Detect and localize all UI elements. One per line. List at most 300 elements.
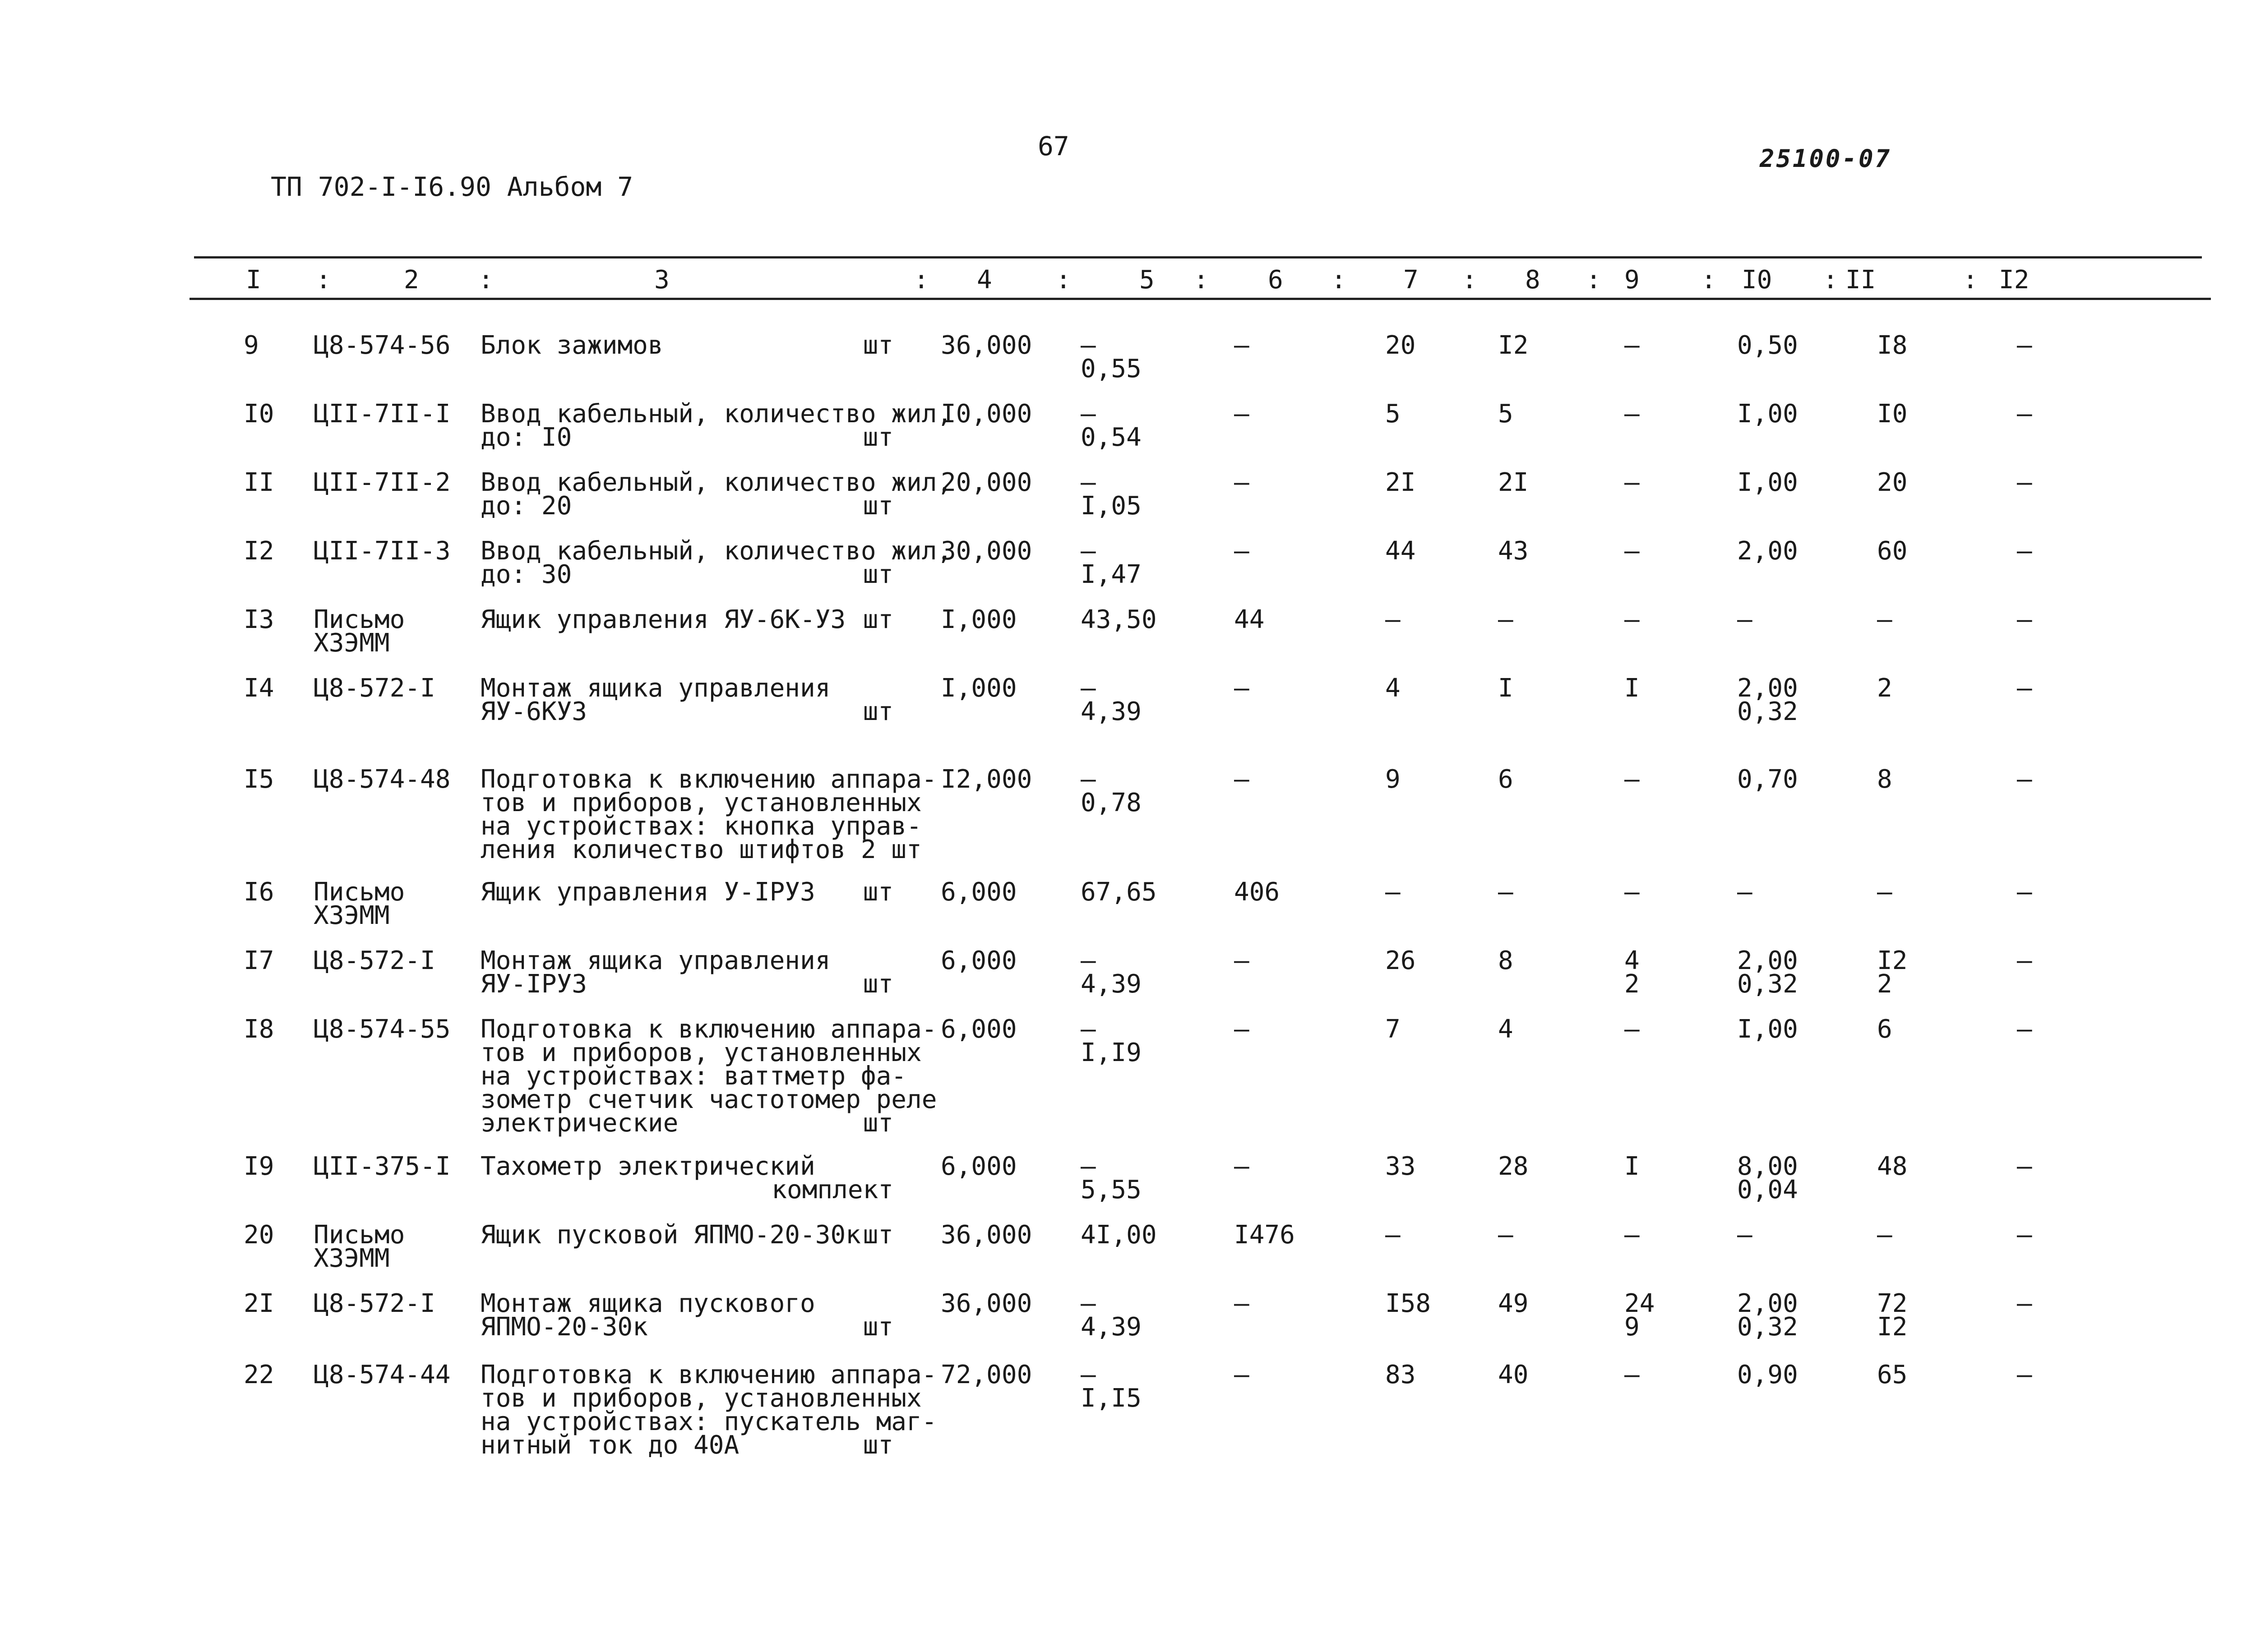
quantity: 20,000 <box>941 468 1032 497</box>
col-7-value: – <box>1385 877 1401 907</box>
col-9-value <box>1624 1152 1640 1181</box>
item-name-line: до: 20 <box>481 491 572 521</box>
col-11-value <box>1877 605 1892 634</box>
col-7-value: 33 <box>1385 1152 1416 1181</box>
unit-cost-line: I,47 <box>1081 560 1142 589</box>
col-10-value <box>1737 1152 1798 1204</box>
unit-of-measure: шт <box>863 697 893 726</box>
price-code-line: Ц8-574-44 <box>314 1360 451 1389</box>
header-col-8: 8 <box>1525 265 1540 295</box>
price-code-line: Ц8-572-I <box>314 674 435 703</box>
unit-cost-line: – <box>1081 946 1096 975</box>
unit-cost-line: – <box>1081 1015 1096 1044</box>
item-name-line: ЯУ-IРУЗ <box>481 969 587 999</box>
col-8-value: I2 <box>1498 331 1529 360</box>
item-name-line: на устройствах: кнопка управ- <box>481 812 922 841</box>
unit-cost <box>1081 399 1142 452</box>
row-number: I7 <box>244 946 274 975</box>
col-9-value <box>1624 1360 1640 1389</box>
col-10-value-line: 0,32 <box>1737 1312 1798 1342</box>
unit-cost-line: – <box>1081 1152 1096 1181</box>
price-code-line: Письмо <box>314 1220 405 1250</box>
col-11-value-line: 6 <box>1877 1015 1892 1044</box>
unit-cost <box>1081 1360 1142 1413</box>
col-11-value-line: 8 <box>1877 765 1892 794</box>
header-col-11: II <box>1845 265 1876 295</box>
unit-of-measure: шт <box>863 605 893 634</box>
col-11-value <box>1877 1360 1908 1389</box>
unit-cost-line: – <box>1081 331 1096 360</box>
item-name-line: Ящик управления ЯУ-6К-УЗ <box>481 605 846 634</box>
col-11-value <box>1877 1015 1892 1044</box>
item-name-line: Монтаж ящика управления <box>481 946 831 975</box>
col-9-value <box>1624 468 1640 497</box>
unit-cost-line: – <box>1081 674 1096 703</box>
col-7-value: 9 <box>1385 765 1401 794</box>
document-code: 25100-07 <box>1760 144 1892 173</box>
header-separator: : <box>1963 265 1978 295</box>
price-code <box>314 605 405 658</box>
unit-cost <box>1081 1015 1142 1067</box>
col-10-value-line: – <box>1737 1220 1752 1250</box>
header-col-9: 9 <box>1624 265 1640 295</box>
col-9-value-line: – <box>1624 1015 1640 1044</box>
price-code-line: ЦII-7II-I <box>314 399 451 429</box>
document-title: ТП 702-I-I6.90 Альбом 7 <box>271 171 633 202</box>
price-code-line: Письмо <box>314 877 405 907</box>
total-cost: – <box>1234 536 1249 566</box>
unit-cost-line: 43,50 <box>1081 605 1157 634</box>
col-7-value: 83 <box>1385 1360 1416 1389</box>
col-8-value: 2I <box>1498 468 1529 497</box>
header-separator: : <box>1823 265 1838 295</box>
total-cost: – <box>1234 765 1249 794</box>
unit-cost-line: 0,78 <box>1081 788 1142 817</box>
col-10-value-line: I,00 <box>1737 399 1798 429</box>
col-11-value-line: I2 <box>1877 1312 1908 1342</box>
unit-cost-line: – <box>1081 1289 1096 1318</box>
header-separator: : <box>316 265 331 295</box>
unit-cost <box>1081 468 1142 521</box>
col-8-value: – <box>1498 1220 1513 1250</box>
col-7-value: 20 <box>1385 331 1416 360</box>
header-col-7: 7 <box>1403 265 1419 295</box>
col-9-value-line: I <box>1624 1152 1640 1181</box>
col-10-value <box>1737 877 1752 907</box>
item-name-line: Ввод кабельный, количество жил, <box>481 468 952 497</box>
item-name-line: ЯПМО-20-30к <box>481 1312 648 1342</box>
col-10-value-line: – <box>1737 605 1752 634</box>
price-code-line: ХЗЭММ <box>314 1244 390 1273</box>
item-name-line: Ввод кабельный, количество жил, <box>481 536 952 566</box>
price-code-line: ЦII-375-I <box>314 1152 451 1181</box>
unit-of-measure: шт <box>863 1220 893 1250</box>
item-name <box>481 1152 815 1181</box>
col-11-value <box>1877 765 1892 794</box>
unit-cost-line: I,05 <box>1081 491 1142 521</box>
header-separator: : <box>478 265 494 295</box>
col-11-value <box>1877 331 1908 360</box>
price-code-line: Письмо <box>314 605 405 634</box>
col-8-value: I <box>1498 674 1513 703</box>
col-12-value: – <box>2017 674 2032 703</box>
quantity: I,000 <box>941 605 1017 634</box>
col-11-value <box>1877 536 1908 566</box>
col-11-value <box>1877 674 1892 703</box>
price-code-line: Ц8-574-55 <box>314 1015 451 1044</box>
unit-cost-line: 67,65 <box>1081 877 1157 907</box>
col-12-value: – <box>2017 946 2032 975</box>
col-11-value <box>1877 1152 1908 1181</box>
col-10-value-line: 2,00 <box>1737 1289 1798 1318</box>
quantity: 36,000 <box>941 1220 1032 1250</box>
quantity: 36,000 <box>941 331 1032 360</box>
col-10-value <box>1737 1015 1798 1044</box>
price-code <box>314 1289 435 1318</box>
col-9-value-line: – <box>1624 877 1640 907</box>
price-code-line: ХЗЭММ <box>314 628 390 658</box>
col-8-value: 43 <box>1498 536 1529 566</box>
col-9-value <box>1624 399 1640 429</box>
price-code-line: Ц8-574-56 <box>314 331 451 360</box>
total-cost: – <box>1234 946 1249 975</box>
col-10-value-line: 2,00 <box>1737 674 1798 703</box>
item-name-line: тов и приборов, установленных <box>481 1038 922 1067</box>
col-11-value-line: 72 <box>1877 1289 1908 1318</box>
unit-cost <box>1081 877 1157 907</box>
item-name-line: Монтаж ящика управления <box>481 674 831 703</box>
col-8-value: 5 <box>1498 399 1513 429</box>
col-11-value-line: – <box>1877 1220 1892 1250</box>
col-10-value <box>1737 1360 1798 1389</box>
price-code <box>314 877 405 930</box>
total-cost: I476 <box>1234 1220 1295 1250</box>
header-separator: : <box>1462 265 1477 295</box>
col-9-value <box>1624 1289 1655 1342</box>
col-9-value <box>1624 536 1640 566</box>
unit-of-measure: шт <box>863 491 893 521</box>
price-code <box>314 1360 451 1389</box>
unit-cost-line: I,I9 <box>1081 1038 1142 1067</box>
col-10-value <box>1737 946 1798 999</box>
row-number: I3 <box>244 605 274 634</box>
col-10-value-line: 0,32 <box>1737 697 1798 726</box>
col-8-value: 49 <box>1498 1289 1529 1318</box>
col-12-value: – <box>2017 399 2032 429</box>
unit-of-measure: шт <box>863 969 893 999</box>
quantity: 6,000 <box>941 946 1017 975</box>
col-11-value-line: 48 <box>1877 1152 1908 1181</box>
total-cost: – <box>1234 468 1249 497</box>
unit-of-measure: шт <box>863 1312 893 1342</box>
unit-of-measure: шт <box>863 877 893 907</box>
price-code <box>314 468 451 497</box>
row-number: I2 <box>244 536 274 566</box>
col-8-value: 6 <box>1498 765 1513 794</box>
unit-cost <box>1081 946 1142 999</box>
col-9-value-line: – <box>1624 1360 1640 1389</box>
unit-of-measure: шт <box>863 560 893 589</box>
col-10-value-line: I,00 <box>1737 1015 1798 1044</box>
item-name-line: зометр счетчик частотомер реле <box>481 1085 937 1114</box>
price-code-line: ХЗЭММ <box>314 901 390 930</box>
quantity: I2,000 <box>941 765 1032 794</box>
item-name-line: Блок зажимов <box>481 331 663 360</box>
unit-cost <box>1081 331 1142 383</box>
total-cost: – <box>1234 1289 1249 1318</box>
table-header-rule <box>190 298 2211 300</box>
row-number: I9 <box>244 1152 274 1181</box>
total-cost: – <box>1234 674 1249 703</box>
col-7-value: 4 <box>1385 674 1401 703</box>
item-name-line: Ящик управления У-IРУЗ <box>481 877 815 907</box>
quantity: I,000 <box>941 674 1017 703</box>
unit-of-measure: шт <box>863 423 893 452</box>
unit-of-measure: шт <box>863 331 893 360</box>
col-9-value <box>1624 605 1640 634</box>
col-9-value-line: – <box>1624 536 1640 566</box>
row-number: 22 <box>244 1360 274 1389</box>
header-col-10: I0 <box>1742 265 1772 295</box>
total-cost: – <box>1234 1015 1249 1044</box>
col-9-value-line: 9 <box>1624 1312 1640 1342</box>
col-11-value-line: I2 <box>1877 946 1908 975</box>
col-9-value-line: – <box>1624 468 1640 497</box>
quantity: I0,000 <box>941 399 1032 429</box>
header-col-1: I <box>246 265 261 295</box>
row-number: I8 <box>244 1015 274 1044</box>
col-9-value <box>1624 1015 1640 1044</box>
col-10-value-line: I,00 <box>1737 468 1798 497</box>
total-cost: 44 <box>1234 605 1265 634</box>
unit-cost-line: 4I,00 <box>1081 1220 1157 1250</box>
col-12-value: – <box>2017 331 2032 360</box>
col-11-value <box>1877 877 1892 907</box>
price-code <box>314 536 451 566</box>
col-7-value: 44 <box>1385 536 1416 566</box>
quantity: 36,000 <box>941 1289 1032 1318</box>
col-9-value <box>1624 946 1640 999</box>
col-9-value-line: 4 <box>1624 946 1640 975</box>
row-number: I6 <box>244 877 274 907</box>
col-7-value: – <box>1385 1220 1401 1250</box>
unit-cost-line: 0,55 <box>1081 354 1142 383</box>
col-12-value: – <box>2017 1220 2032 1250</box>
unit-of-measure: комплект <box>772 1175 893 1204</box>
col-12-value: – <box>2017 765 2032 794</box>
col-11-value-line: – <box>1877 877 1892 907</box>
price-code <box>314 765 451 794</box>
col-8-value: 8 <box>1498 946 1513 975</box>
item-name-line: ления количество штифтов 2 шт <box>481 835 922 864</box>
item-name-line: Подготовка к включению аппара- <box>481 1015 937 1044</box>
col-11-value-line: 60 <box>1877 536 1908 566</box>
col-9-value <box>1624 331 1640 360</box>
col-10-value-line: 0,04 <box>1737 1175 1798 1204</box>
header-separator: : <box>1331 265 1346 295</box>
col-9-value-line: 24 <box>1624 1289 1655 1318</box>
unit-cost-line: I,I5 <box>1081 1384 1142 1413</box>
price-code <box>314 946 435 975</box>
col-8-value: 40 <box>1498 1360 1529 1389</box>
price-code <box>314 399 451 429</box>
col-10-value <box>1737 536 1798 566</box>
col-10-value-line: 2,00 <box>1737 946 1798 975</box>
col-10-value-line: 0,70 <box>1737 765 1798 794</box>
row-number: I5 <box>244 765 274 794</box>
col-10-value-line: 0,50 <box>1737 331 1798 360</box>
col-9-value <box>1624 877 1640 907</box>
col-12-value: – <box>2017 468 2032 497</box>
item-name-line: тов и приборов, установленных <box>481 788 922 817</box>
col-10-value <box>1737 605 1752 634</box>
header-col-4: 4 <box>977 265 992 295</box>
item-name-line: электрические <box>481 1108 679 1138</box>
col-12-value: – <box>2017 1015 2032 1044</box>
unit-cost <box>1081 1289 1142 1342</box>
total-cost: – <box>1234 331 1249 360</box>
unit-cost <box>1081 605 1157 634</box>
header-col-2: 2 <box>404 265 419 295</box>
col-11-value <box>1877 399 1908 429</box>
col-7-value: 26 <box>1385 946 1416 975</box>
col-11-value-line: 2 <box>1877 969 1892 999</box>
col-12-value: – <box>2017 536 2032 566</box>
col-7-value: I58 <box>1385 1289 1431 1318</box>
price-code-line: Ц8-572-I <box>314 1289 435 1318</box>
quantity: 6,000 <box>941 1015 1017 1044</box>
total-cost: – <box>1234 1360 1249 1389</box>
unit-cost-line: 4,39 <box>1081 697 1142 726</box>
header-separator: : <box>1193 265 1209 295</box>
quantity: 6,000 <box>941 877 1017 907</box>
col-7-value: 2I <box>1385 468 1416 497</box>
col-10-value <box>1737 1289 1798 1342</box>
price-code-line: ЦII-7II-3 <box>314 536 451 566</box>
item-name-line: Ящик пусковой ЯПМО-20-30к <box>481 1220 861 1250</box>
col-9-value <box>1624 1220 1640 1250</box>
unit-of-measure: шт <box>863 1108 893 1138</box>
col-10-value-line: 0,32 <box>1737 969 1798 999</box>
col-10-value <box>1737 674 1798 726</box>
col-9-value-line: – <box>1624 605 1640 634</box>
total-cost: 406 <box>1234 877 1280 907</box>
col-12-value: – <box>2017 1360 2032 1389</box>
col-11-value <box>1877 1289 1908 1342</box>
col-10-value-line: 2,00 <box>1737 536 1798 566</box>
unit-cost-line: – <box>1081 468 1096 497</box>
col-9-value-line: 2 <box>1624 969 1640 999</box>
item-name-line: до: I0 <box>481 423 572 452</box>
header-col-5: 5 <box>1139 265 1155 295</box>
total-cost: – <box>1234 399 1249 429</box>
unit-cost-line: 4,39 <box>1081 1312 1142 1342</box>
row-number: 2I <box>244 1289 274 1318</box>
row-number: I0 <box>244 399 274 429</box>
header-separator: : <box>1701 265 1716 295</box>
item-name-line: Монтаж ящика пускового <box>481 1289 815 1318</box>
col-11-value-line: – <box>1877 605 1892 634</box>
price-code <box>314 1220 405 1273</box>
item-name-line: тов и приборов, установленных <box>481 1384 922 1413</box>
col-10-value-line: 0,90 <box>1737 1360 1798 1389</box>
item-name-line: нитный ток до 40А <box>481 1431 740 1460</box>
col-7-value: – <box>1385 605 1401 634</box>
header-col-6: 6 <box>1268 265 1283 295</box>
col-12-value: – <box>2017 1289 2032 1318</box>
item-name-line: Подготовка к включению аппара- <box>481 765 937 794</box>
col-8-value: 28 <box>1498 1152 1529 1181</box>
price-code-line: ЦII-7II-2 <box>314 468 451 497</box>
col-8-value: – <box>1498 877 1513 907</box>
price-code <box>314 331 451 360</box>
col-9-value <box>1624 674 1640 703</box>
col-11-value-line: I0 <box>1877 399 1908 429</box>
col-10-value-line: – <box>1737 877 1752 907</box>
col-10-value <box>1737 765 1798 794</box>
quantity: 6,000 <box>941 1152 1017 1181</box>
col-11-value-line: 65 <box>1877 1360 1908 1389</box>
unit-cost <box>1081 765 1142 817</box>
col-11-value <box>1877 1220 1892 1250</box>
col-10-value <box>1737 468 1798 497</box>
header-separator: : <box>1056 265 1071 295</box>
price-code <box>314 1152 451 1181</box>
price-code <box>314 674 435 703</box>
unit-cost-line: 5,55 <box>1081 1175 1142 1204</box>
row-number: 20 <box>244 1220 274 1250</box>
page-number: 67 <box>1038 131 1069 162</box>
header-col-3: 3 <box>654 265 670 295</box>
item-name-line: на устройствах: пускатель маг- <box>481 1407 937 1436</box>
col-8-value: – <box>1498 605 1513 634</box>
item-name <box>481 765 937 864</box>
col-10-value-line: 8,00 <box>1737 1152 1798 1181</box>
unit-cost-line: – <box>1081 399 1096 429</box>
col-10-value <box>1737 1220 1752 1250</box>
header-col-12: I2 <box>1999 265 2029 295</box>
col-9-value-line: I <box>1624 674 1640 703</box>
col-12-value: – <box>2017 877 2032 907</box>
col-10-value <box>1737 331 1798 360</box>
item-name-line: на устройствах: ваттметр фа- <box>481 1061 907 1091</box>
col-9-value-line: – <box>1624 331 1640 360</box>
quantity: 72,000 <box>941 1360 1032 1389</box>
col-11-value-line: 20 <box>1877 468 1908 497</box>
table-top-rule <box>194 256 2202 258</box>
col-11-value-line: I8 <box>1877 331 1908 360</box>
row-number: II <box>244 468 274 497</box>
col-9-value-line: – <box>1624 765 1640 794</box>
item-name-line: Тахометр электрический <box>481 1152 815 1181</box>
col-10-value <box>1737 399 1798 429</box>
col-12-value: – <box>2017 605 2032 634</box>
total-cost: – <box>1234 1152 1249 1181</box>
col-9-value-line: – <box>1624 1220 1640 1250</box>
unit-cost-line: – <box>1081 1360 1096 1389</box>
col-11-value-line: 2 <box>1877 674 1892 703</box>
row-number: I4 <box>244 674 274 703</box>
unit-cost <box>1081 1220 1157 1250</box>
price-code <box>314 1015 451 1044</box>
row-number: 9 <box>244 331 259 360</box>
quantity: 30,000 <box>941 536 1032 566</box>
col-7-value: 7 <box>1385 1015 1401 1044</box>
col-8-value: 4 <box>1498 1015 1513 1044</box>
header-separator: : <box>914 265 929 295</box>
unit-cost <box>1081 1152 1142 1204</box>
col-12-value: – <box>2017 1152 2032 1181</box>
